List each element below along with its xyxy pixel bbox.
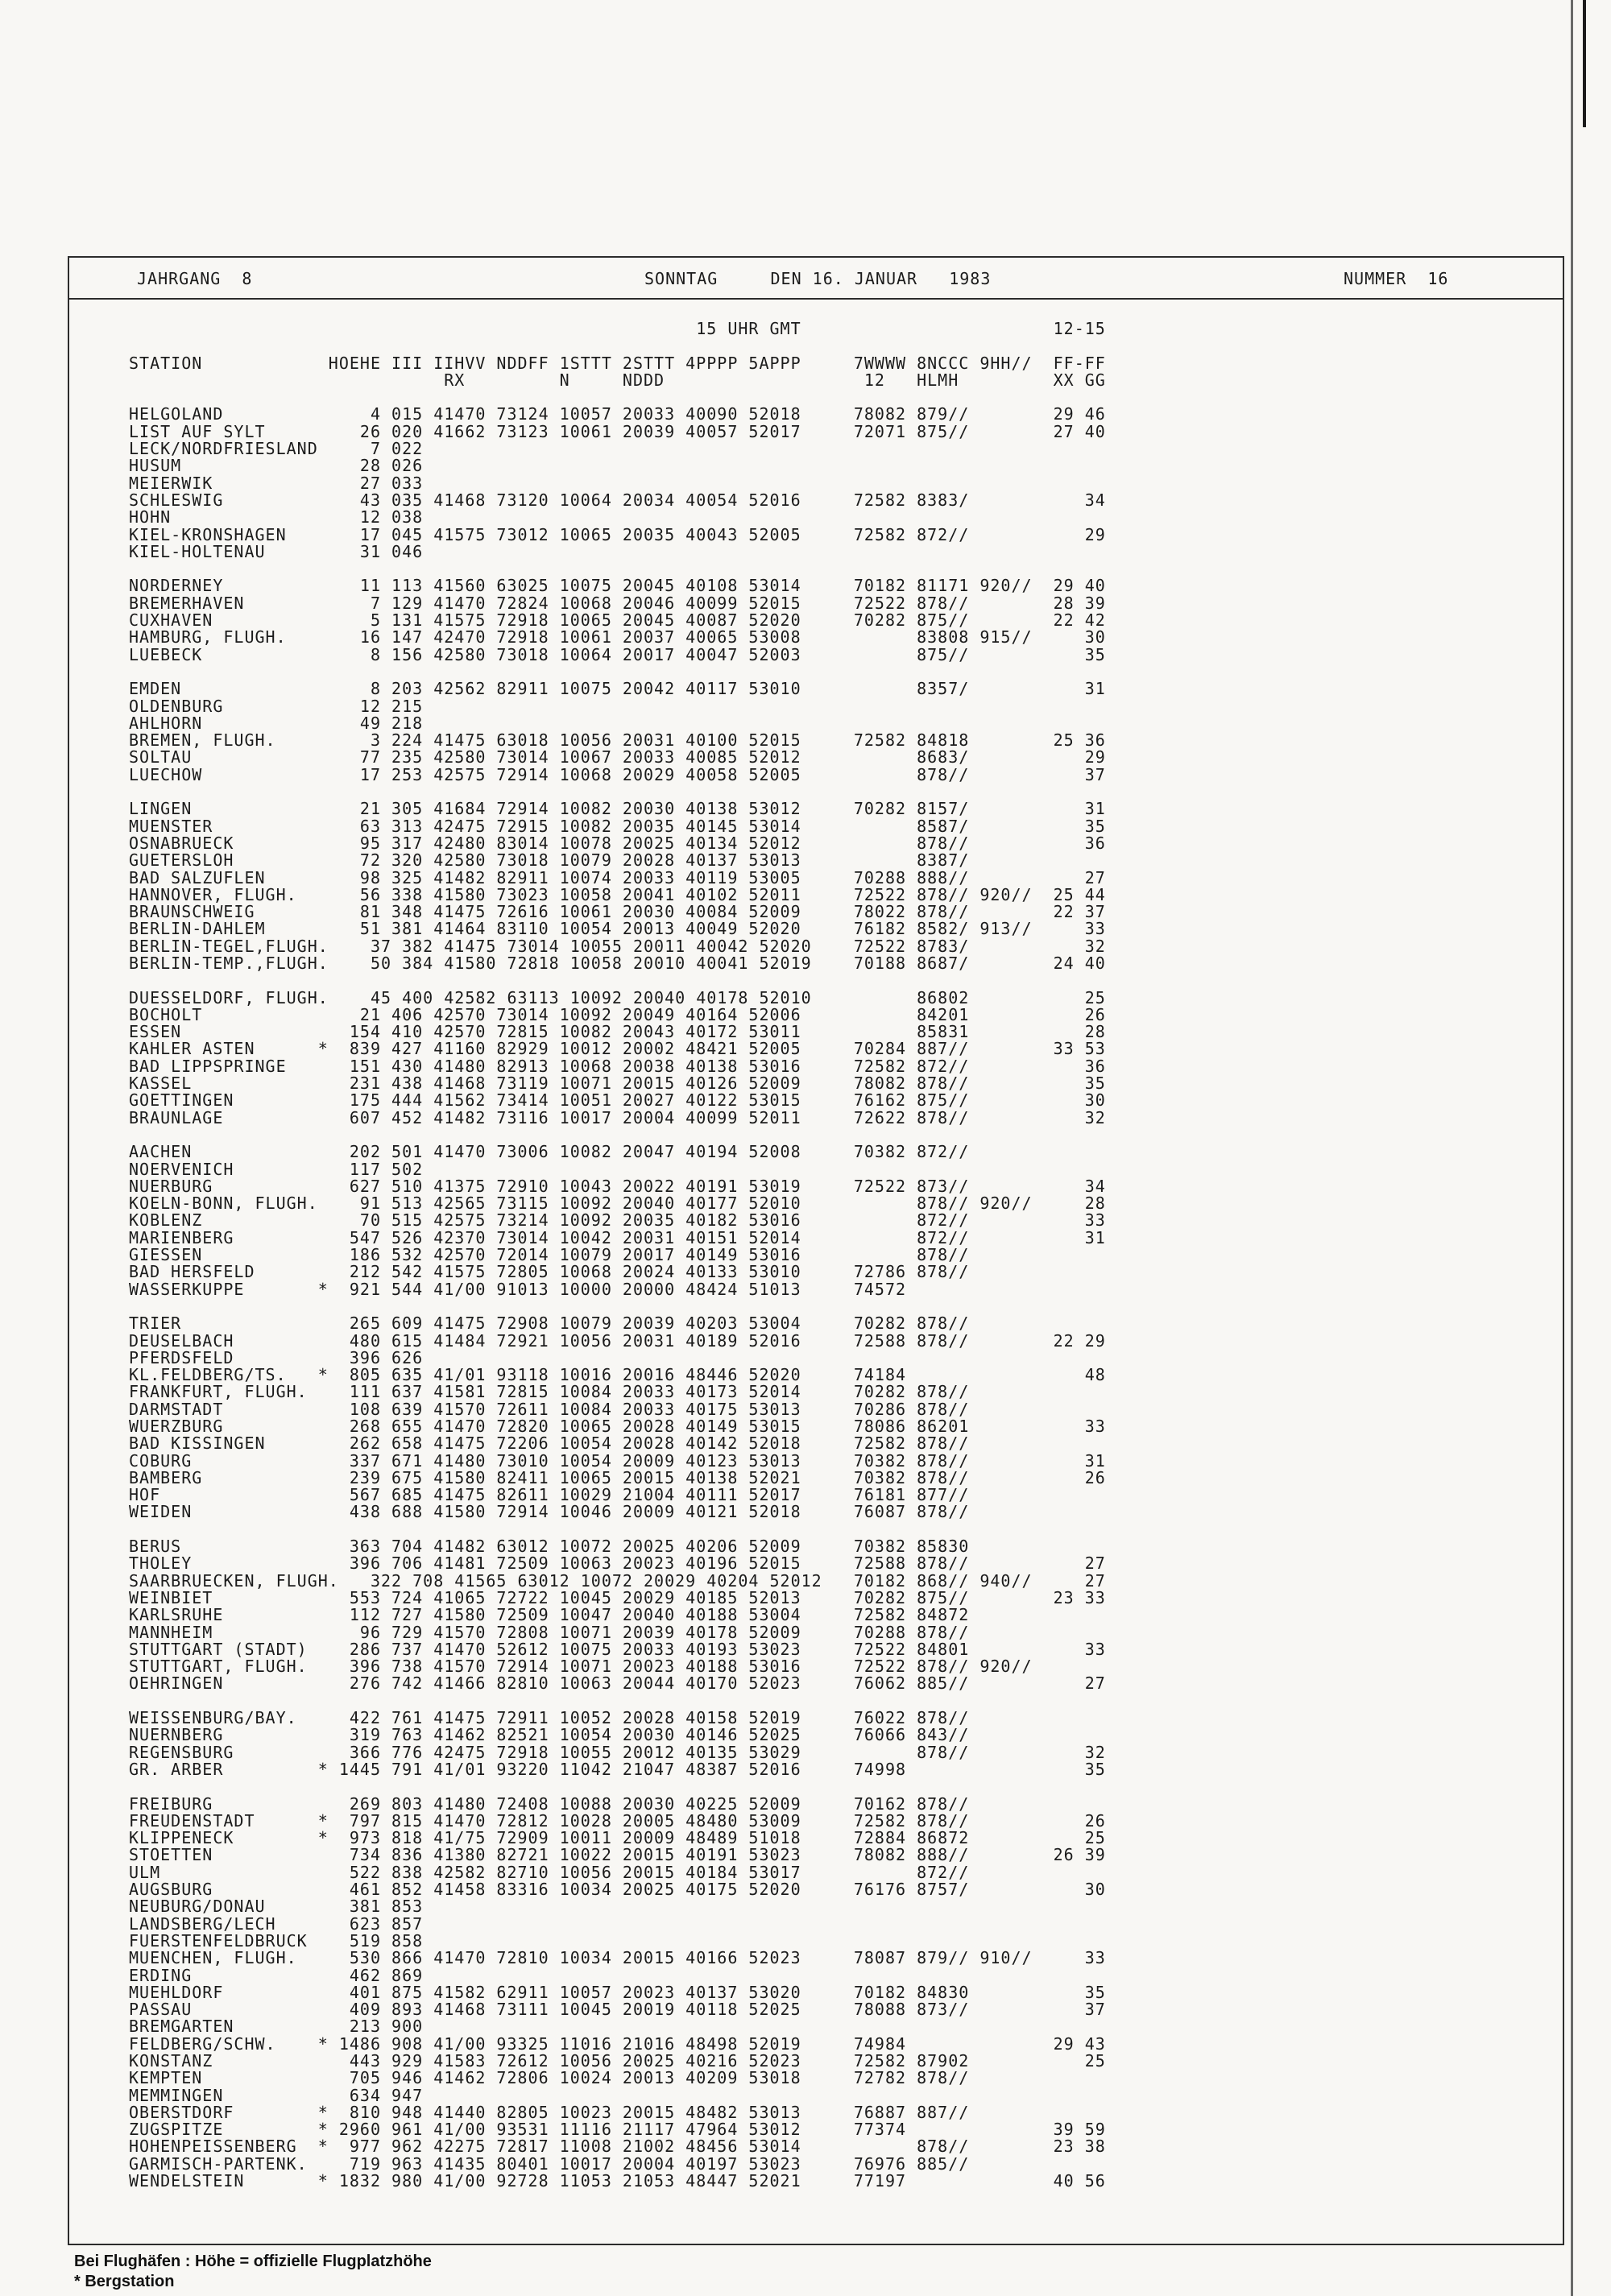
table-row: BAD LIPPSPRINGE 151 430 41480 82913 10068 20038 40138 53016 72582 872// 36 bbox=[129, 1056, 1106, 1076]
table-row: KIEL-KRONSHAGEN 17 045 41575 73012 10065 20035 40043 52005 72582 872// 29 bbox=[129, 524, 1106, 544]
table-row: MUEHLDORF 401 875 41582 62911 10057 20023 40137 53020 70182 84830 35 bbox=[129, 1982, 1106, 2002]
table-row: BAD HERSFELD 212 542 41575 72805 10068 20024 40133 53010 72786 878// bbox=[129, 1262, 970, 1282]
table-row: WEINBIET 553 724 41065 72722 10045 20029 40185 52013 70282 875// 23 33 bbox=[129, 1587, 1106, 1607]
table-row: GARMISCH-PARTENK. 719 963 41435 80401 10017 20004 40197 53023 76976 885// bbox=[129, 2153, 970, 2174]
table-row: NEUBURG/DONAU 381 853 bbox=[129, 1897, 424, 1917]
table-row: PFERDSFELD 396 626 bbox=[129, 1347, 424, 1367]
table-row: FRANKFURT, FLUGH. 111 637 41581 72815 10084 20033 40173 52014 70282 878// bbox=[129, 1382, 970, 1402]
blank-line bbox=[129, 1298, 1106, 1315]
table-row: HANNOVER, FLUGH. 56 338 41580 73023 10058 20041 40102 52011 72522 878// 920// 25 44 bbox=[129, 884, 1106, 904]
table-row: AACHEN 202 501 41470 73006 10082 20047 40194 52008 70382 872// bbox=[129, 1142, 970, 1162]
table-row: BOCHOLT 21 406 42570 73014 10092 20049 40164 52006 84201 26 bbox=[129, 1004, 1106, 1024]
table-row: KL.FELDBERG/TS. * 805 635 41/01 93118 10016 20016 48446 52020 74184 48 bbox=[129, 1365, 1106, 1385]
table-row: HOHENPEISSENBERG * 977 962 42275 72817 11008 21002 48456 53014 878// 23 38 bbox=[129, 2137, 1106, 2157]
weather-data-table bbox=[129, 321, 1106, 2190]
table-row: HOF 567 685 41475 82611 10029 21004 40111 52017 76181 877// bbox=[129, 1485, 970, 1505]
table-row: DUESSELDORF, FLUGH. 45 400 42582 63113 10092 20040 40178 52010 86802 25 bbox=[129, 987, 1106, 1007]
table-row: REGENSBURG 366 776 42475 72918 10055 20012 40135 53029 878// 32 bbox=[129, 1742, 1106, 1762]
table-row: KASSEL 231 438 41468 73119 10071 20015 40126 52009 78082 878// 35 bbox=[129, 1074, 1106, 1094]
page-footnote bbox=[74, 2252, 432, 2292]
table-row: LIST AUF SYLT 26 020 41662 73123 10061 20039 40057 52017 72071 875// 27 40 bbox=[129, 421, 1106, 441]
table-row: BERLIN-DAHLEM 51 381 41464 83110 10054 20013 40049 52020 76182 8582/ 913// 33 bbox=[129, 919, 1106, 939]
table-row: SCHLESWIG 43 035 41468 73120 10064 20034 40054 52016 72582 8383/ 34 bbox=[129, 490, 1106, 510]
issue-number: NUMMER 16 bbox=[1344, 269, 1449, 288]
table-row: KOBLENZ 70 515 42575 73214 10092 20035 40182 53016 872// 33 bbox=[129, 1210, 1106, 1231]
blank-line bbox=[129, 1693, 1106, 1710]
table-row: SOLTAU 77 235 42580 73014 10067 20033 40085 52012 8683/ 29 bbox=[129, 747, 1106, 767]
table-row: HUSUM 28 026 bbox=[129, 456, 424, 476]
table-row: LECK/NORDFRIESLAND 7 022 bbox=[129, 439, 424, 459]
table-row: WASSERKUPPE * 921 544 41/00 91013 10000 20000 48424 51013 74572 bbox=[129, 1279, 907, 1299]
table-row: KARLSRUHE 112 727 41580 72509 10047 20040 40188 53004 72582 84872 bbox=[129, 1605, 970, 1625]
table-row: WEIDEN 438 688 41580 72914 10046 20009 40121 52018 76087 878// bbox=[129, 1502, 970, 1522]
table-row: BERLIN-TEGEL,FLUGH. 37 382 41475 73014 10055 20011 40042 52020 72522 8783/ 32 bbox=[129, 936, 1106, 956]
table-row: NUERNBERG 319 763 41462 82521 10054 20030 40146 52025 76066 843// bbox=[129, 1725, 970, 1745]
table-row: NORDERNEY 11 113 41560 63025 10075 20045 40108 53014 70182 81171 920// 29 40 bbox=[129, 576, 1106, 596]
table-row: KLIPPENECK * 973 818 41/75 72909 10011 20009 48489 51018 72884 86872 25 bbox=[129, 1828, 1106, 1848]
table-row: LINGEN 21 305 41684 72914 10082 20030 40138 53012 70282 8157/ 31 bbox=[129, 799, 1106, 819]
table-row: ZUGSPITZE * 2960 961 41/00 93531 11116 21117 47964 53012 77374 39 59 bbox=[129, 2120, 1106, 2140]
column-header-row: STATION HOEHE III IIHVV NDDFF 1STTT 2STTT 4PPPP 5APPP 7WWWW 8NCCC 9HH// FF-FF bbox=[129, 353, 1106, 373]
journal-volume: JAHRGANG 8 bbox=[137, 269, 253, 288]
table-row: MEMMINGEN 634 947 bbox=[129, 2085, 424, 2105]
table-row: ERDING 462 869 bbox=[129, 1965, 424, 1985]
table-row: MUENSTER 63 313 42475 72915 10082 20035 40145 53014 8587/ 35 bbox=[129, 816, 1106, 836]
table-row: DEUSELBACH 480 615 41484 72921 10056 20031 40189 52016 72588 878// 22 29 bbox=[129, 1330, 1106, 1351]
table-row: HELGOLAND 4 015 41470 73124 10057 20033 40090 52018 78082 879// 29 46 bbox=[129, 404, 1106, 424]
table-row: COBURG 337 671 41480 73010 10054 20009 40123 53013 70382 878// 31 bbox=[129, 1450, 1106, 1471]
table-row: MEIERWIK 27 033 bbox=[129, 473, 424, 493]
table-row: NOERVENICH 117 502 bbox=[129, 1159, 424, 1179]
table-row: BRAUNSCHWEIG 81 348 41475 72616 10061 20030 40084 52009 78022 878// 22 37 bbox=[129, 902, 1106, 922]
table-row: KAHLER ASTEN * 839 427 41160 82929 10012 20002 48421 52005 70284 887// 33 53 bbox=[129, 1039, 1106, 1059]
table-row: AHLHORN 49 218 bbox=[129, 713, 424, 733]
table-row: DARMSTADT 108 639 41570 72611 10084 20033 40175 53013 70286 878// bbox=[129, 1399, 970, 1419]
table-row: KONSTANZ 443 929 41583 72612 10056 20025 40216 52023 72582 87902 25 bbox=[129, 2050, 1106, 2071]
blank-line bbox=[129, 389, 1106, 406]
table-row: BERLIN-TEMP.,FLUGH. 50 384 41580 72818 10058 20010 40041 52019 70188 8687/ 24 40 bbox=[129, 953, 1106, 973]
table-row: EMDEN 8 203 42562 82911 10075 20042 40117 53010 8357/ 31 bbox=[129, 679, 1106, 699]
table-row: WEISSENBURG/BAY. 422 761 41475 72911 10052 20028 40158 52019 76022 878// bbox=[129, 1708, 970, 1728]
blank-line bbox=[129, 337, 1106, 354]
table-row: BAD KISSINGEN 262 658 41475 72206 10054 20028 40142 52018 72582 878// bbox=[129, 1433, 970, 1454]
blank-line bbox=[129, 972, 1106, 989]
table-row: MUENCHEN, FLUGH. 530 866 41470 72810 10034 20015 40166 52023 78087 879// 910// 33 bbox=[129, 1948, 1106, 1968]
table-row: GUETERSLOH 72 320 42580 73018 10079 20028 40137 53013 8387/ bbox=[129, 850, 970, 871]
table-row: KOELN-BONN, FLUGH. 91 513 42565 73115 10092 20040 40177 52010 878// 920// 28 bbox=[129, 1194, 1106, 1214]
table-row: WENDELSTEIN * 1832 980 41/00 92728 11053 21053 48447 52021 77197 40 56 bbox=[129, 2171, 1106, 2191]
scan-artifact-line bbox=[1583, 0, 1586, 127]
blank-line bbox=[129, 561, 1106, 577]
table-row: ULM 522 838 42582 82710 10056 20015 40184 53017 872// bbox=[129, 1862, 970, 1882]
table-row: FREIBURG 269 803 41480 72408 10088 20030 40225 52009 70162 878// bbox=[129, 1793, 970, 1814]
table-row: OEHRINGEN 276 742 41466 82810 10063 20044 40170 52023 76062 885// 27 bbox=[129, 1673, 1106, 1694]
table-row: KIEL-HOLTENAU 31 046 bbox=[129, 541, 424, 561]
table-row: GOETTINGEN 175 444 41562 73414 10051 20027 40122 53015 76162 875// 30 bbox=[129, 1090, 1106, 1111]
table-row: OBERSTDORF * 810 948 41440 82805 10023 20015 48482 53013 76887 887// bbox=[129, 2102, 970, 2122]
table-row: HOHN 12 038 bbox=[129, 507, 424, 527]
blank-line bbox=[129, 784, 1106, 800]
table-row: ESSEN 154 410 42570 72815 10082 20043 40172 53011 85831 28 bbox=[129, 1022, 1106, 1042]
table-row: NUERBURG 627 510 41375 72910 10043 20022 40191 53019 72522 873// 34 bbox=[129, 1176, 1106, 1196]
table-row: WUERZBURG 268 655 41470 72820 10065 20028 40149 53015 78086 86201 33 bbox=[129, 1417, 1106, 1436]
table-row: STUTTGART, FLUGH. 396 738 41570 72914 10071 20023 40188 53016 72522 878// 920// bbox=[129, 1657, 1033, 1677]
issue-date: SONNTAG DEN 16. JANUAR 1983 bbox=[644, 269, 992, 288]
table-row: THOLEY 396 706 41481 72509 10063 20023 40196 52015 72588 878// 27 bbox=[129, 1553, 1106, 1574]
table-row: FELDBERG/SCHW. * 1486 908 41/00 93325 11016 21016 48498 52019 74984 29 43 bbox=[129, 2033, 1106, 2054]
table-row: LUECHOW 17 253 42575 72914 10068 20029 40058 52005 878// 37 bbox=[129, 764, 1106, 784]
footnote-mountain-station: * Bergstation bbox=[74, 2273, 175, 2290]
masthead-divider bbox=[68, 298, 1564, 300]
table-row: TRIER 265 609 41475 72908 10079 20039 40203 53004 70282 878// bbox=[129, 1313, 970, 1334]
table-row: STUTTGART (STADT) 286 737 41470 52612 10075 20033 40193 53023 72522 84801 33 bbox=[129, 1639, 1106, 1659]
table-row: AUGSBURG 461 852 41458 83316 10034 20025 40175 52020 76176 8757/ 30 bbox=[129, 1880, 1106, 1900]
table-row: GIESSEN 186 532 42570 72014 10079 20017 40149 53016 878// bbox=[129, 1245, 970, 1265]
table-row: OSNABRUECK 95 317 42480 83014 10078 20025 40134 52012 878// 36 bbox=[129, 833, 1106, 853]
table-row: CUXHAVEN 5 131 41575 72918 10065 20045 40087 52020 70282 875// 22 42 bbox=[129, 610, 1106, 631]
table-row: BREMEN, FLUGH. 3 224 41475 63018 10056 20031 40100 52015 72582 84818 25 36 bbox=[129, 730, 1106, 751]
footnote-airport-heights: Bei Flughäfen : Höhe = offizielle Flugplatzhöhe bbox=[74, 2253, 432, 2270]
table-row: OLDENBURG 12 215 bbox=[129, 696, 424, 716]
blank-line bbox=[129, 1778, 1106, 1795]
table-row: BAMBERG 239 675 41580 82411 10065 20015 40138 52021 70382 878// 26 bbox=[129, 1467, 1106, 1487]
column-header-row: RX N NDDD 12 HLMH XX GG bbox=[129, 370, 1106, 390]
table-row: KEMPTEN 705 946 41462 72806 10024 20013 40209 53018 72782 878// bbox=[129, 2068, 970, 2088]
table-row: BAD SALZUFLEN 98 325 41482 82911 10074 20033 40119 53005 70288 888// 27 bbox=[129, 867, 1106, 887]
table-row: MARIENBERG 547 526 42370 73014 10042 20031 40151 52014 872// 31 bbox=[129, 1227, 1106, 1247]
table-row: LUEBECK 8 156 42580 73018 10064 20017 40047 52003 875// 35 bbox=[129, 644, 1106, 664]
table-row: BREMERHAVEN 7 129 41470 72824 10068 20046 40099 52015 72522 878// 28 39 bbox=[129, 593, 1106, 613]
table-row: HAMBURG, FLUGH. 16 147 42470 72918 10061 20037 40065 53008 83808 915// 30 bbox=[129, 627, 1106, 647]
table-row: BERUS 363 704 41482 63012 10072 20025 40206 52009 70382 85830 bbox=[129, 1537, 970, 1557]
table-row: PASSAU 409 893 41468 73111 10045 20019 40118 52025 78088 873// 37 bbox=[129, 2000, 1106, 2020]
table-row: FUERSTENFELDBRUCK 519 858 bbox=[129, 1930, 424, 1951]
time-header-row: 15 UHR GMT 12-15 bbox=[129, 319, 1106, 338]
table-row: BRAUNLAGE 607 452 41482 73116 10017 20004 40099 52011 72622 878// 32 bbox=[129, 1107, 1106, 1127]
blank-line bbox=[129, 1521, 1106, 1538]
table-row: STOETTEN 734 836 41380 82721 10022 20015 40191 53023 78082 888// 26 39 bbox=[129, 1845, 1106, 1865]
table-row: LANDSBERG/LECH 623 857 bbox=[129, 1913, 424, 1934]
table-row: GR. ARBER * 1445 791 41/01 93220 11042 21047 48387 52016 74998 35 bbox=[129, 1759, 1106, 1779]
table-row: SAARBRUECKEN, FLUGH. 322 708 41565 63012 10072 20029 40204 52012 70182 868// 940// 27 bbox=[129, 1570, 1106, 1591]
table-row: FREUDENSTADT * 797 815 41470 72812 10028 20005 48480 53009 72582 878// 26 bbox=[129, 1810, 1106, 1831]
table-row: BREMGARTEN 213 900 bbox=[129, 2017, 424, 2037]
scan-artifact-line bbox=[1571, 0, 1573, 2296]
blank-line bbox=[129, 1127, 1106, 1144]
blank-line bbox=[129, 664, 1106, 681]
table-row: MANNHEIM 96 729 41570 72808 10071 20039 40178 52009 70288 878// bbox=[129, 1622, 970, 1642]
